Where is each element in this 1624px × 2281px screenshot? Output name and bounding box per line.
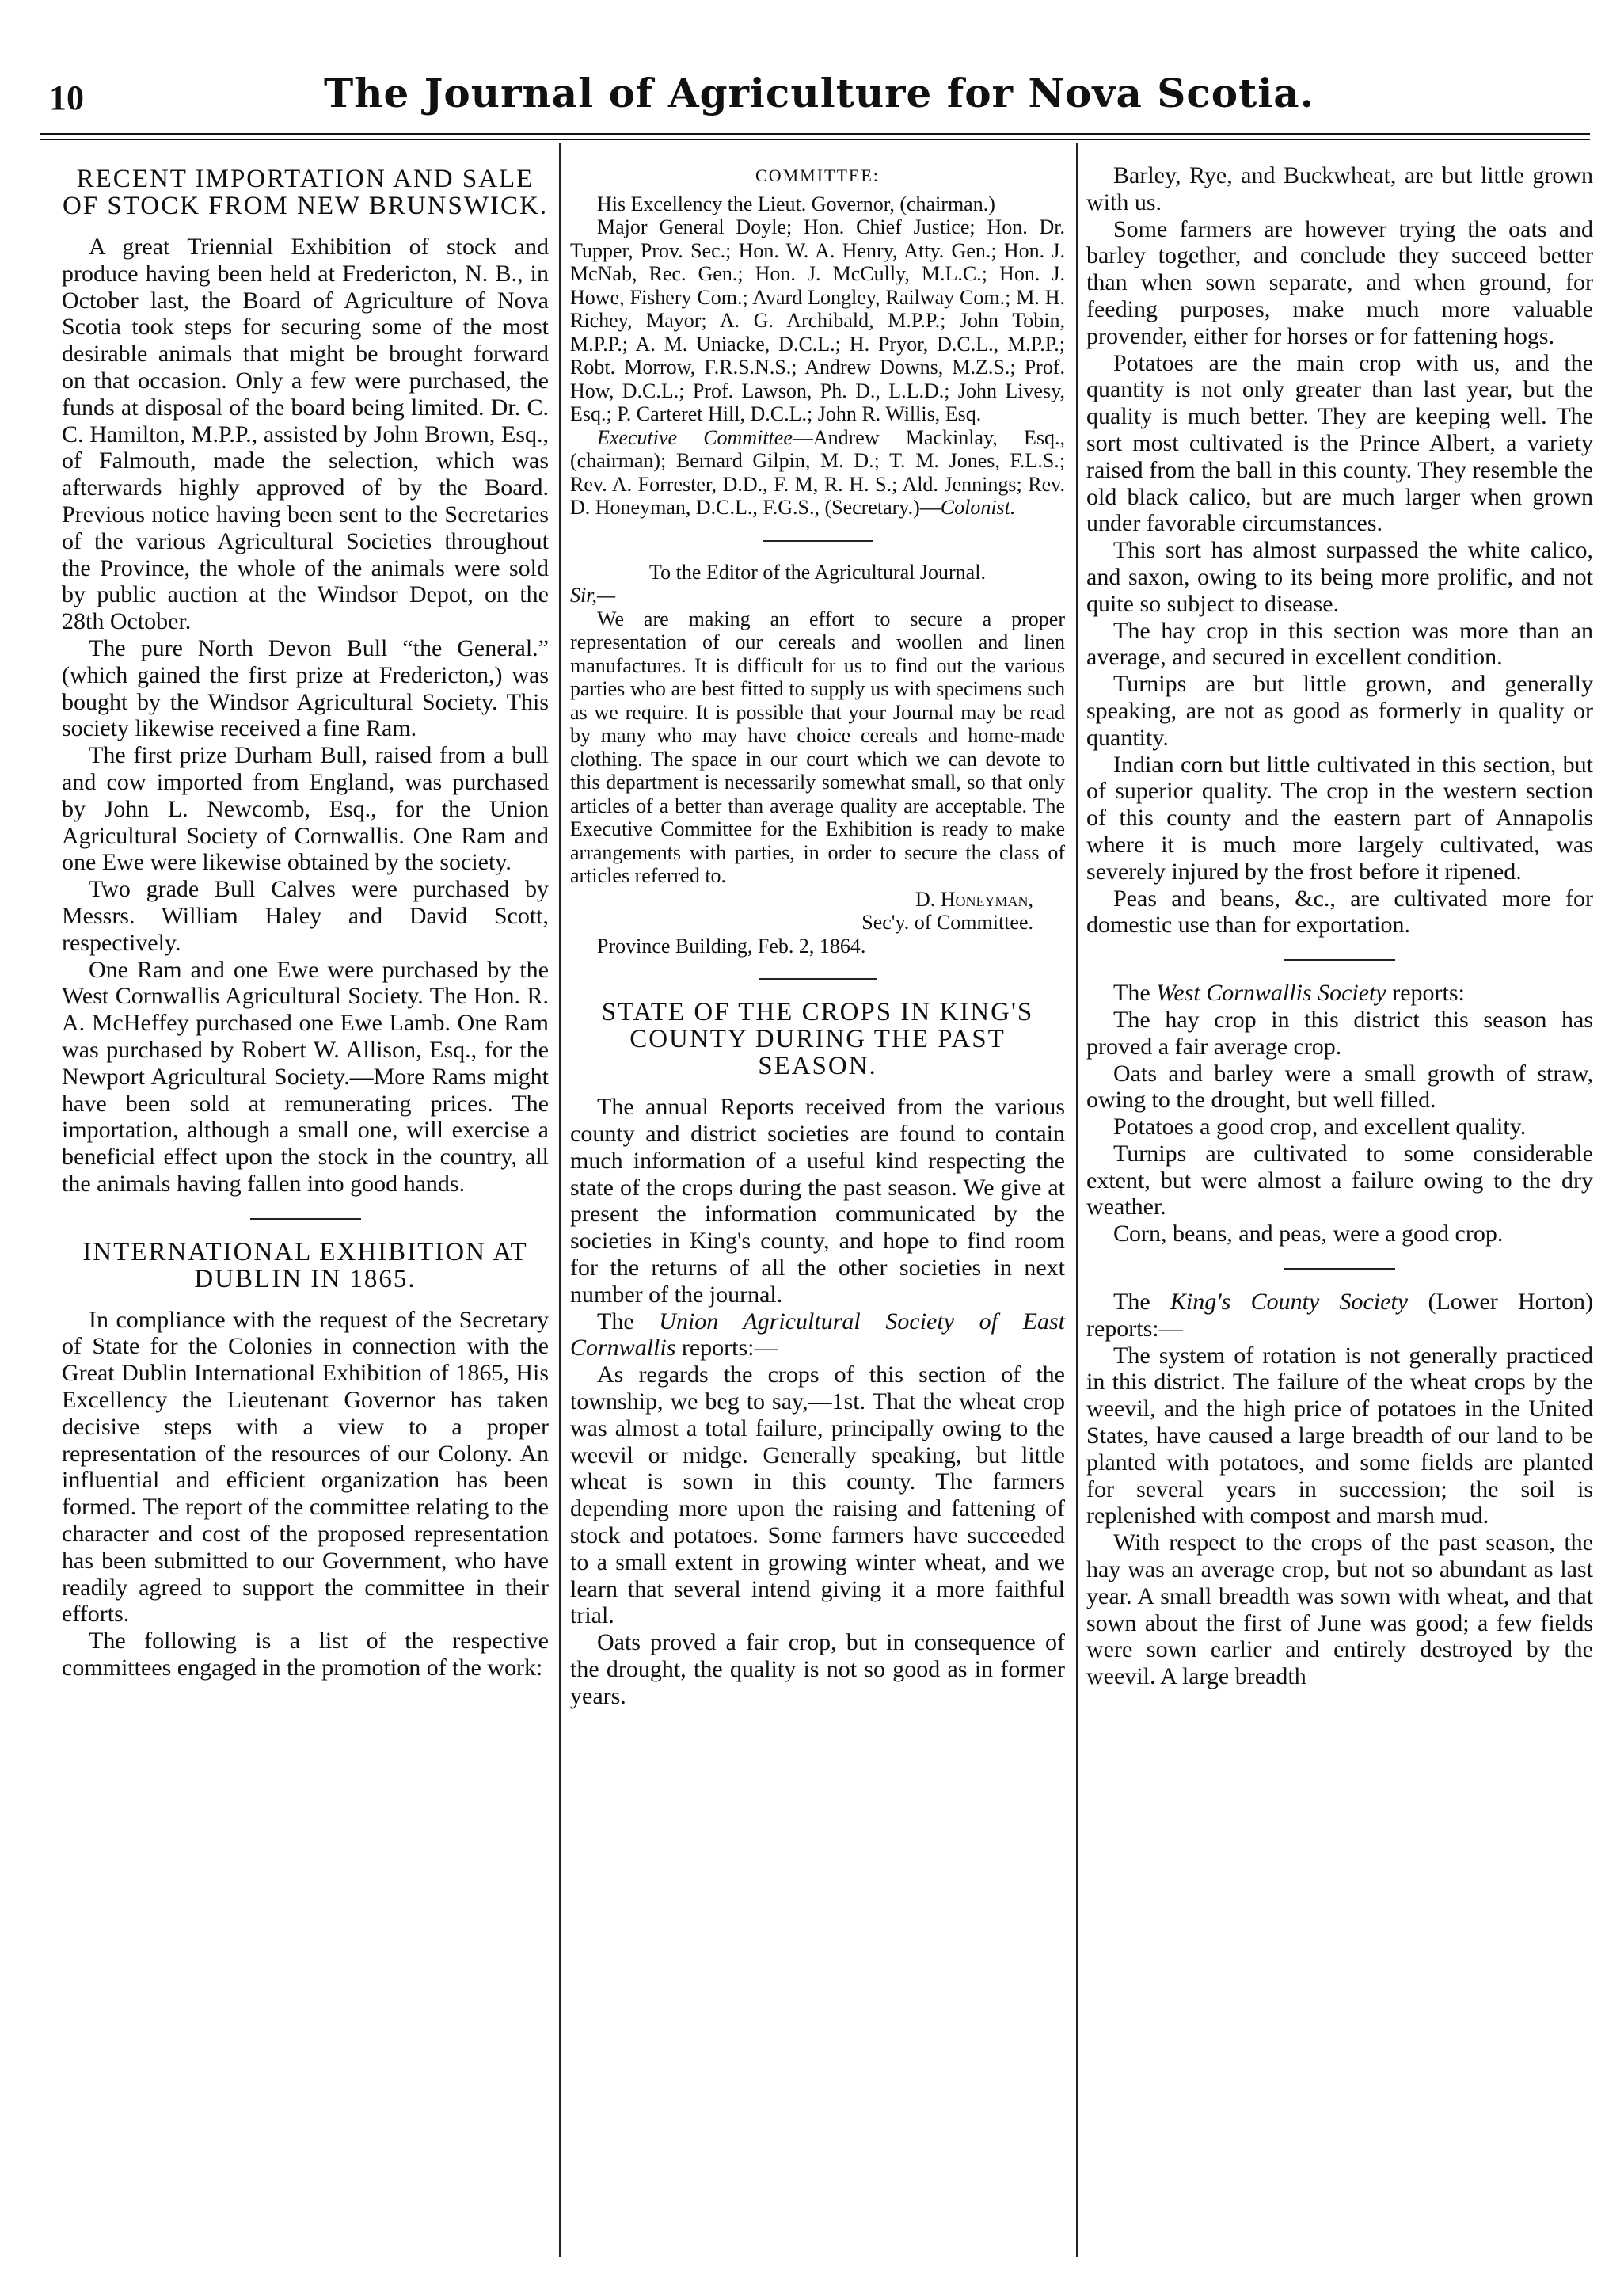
column-3	[1086, 162, 1593, 1690]
paragraph	[570, 1308, 1065, 1362]
paragraph: This sort has almost surpassed the white calico, and saxon, owing to its being more prolific, and not quite so subject to disease.	[1086, 537, 1593, 617]
paragraph: His Excellency the Lieut. Governor, (chairman.)	[597, 192, 995, 215]
signature-name: D. Honeyman,	[915, 887, 1033, 911]
paragraph: The system of rotation is not generally practiced in this district. The failure of the wheat crops by the weevil, and the high price of potatoes in the United States, have caused a large breadth of our land to be planted with potatoes, and some fields are planted for several years in succession; the soil is replenished with compost and marsh mud.	[1086, 1342, 1593, 1529]
executive-committee	[570, 426, 1065, 520]
society-name: West Cornwallis Society	[1156, 980, 1386, 1007]
section-separator	[250, 1218, 361, 1220]
society-name: King's County Society	[1170, 1289, 1409, 1316]
article-title-kings-county-crops: STATE OF THE CROPS IN KING'S COUNTY DURING THE PAST SEASON.	[601, 998, 1034, 1081]
letter-salutation	[570, 584, 1065, 607]
paragraph: Oats and barley were a small growth of straw, owing to the drought, but well filled.	[1086, 1060, 1593, 1114]
text-run: The	[597, 1308, 660, 1335]
text-run: reports:	[1386, 980, 1465, 1007]
paragraph: Corn, beans, and peas, were a good crop.	[1113, 1220, 1504, 1247]
section-separator	[1284, 959, 1395, 961]
paragraph: The hay crop in this section was more than an average, and secured in excellent condition.	[1086, 617, 1593, 671]
signature-place: Province Building, Feb. 2, 1864.	[597, 934, 866, 958]
paragraph: The hay crop in this district this season has proved a fair average crop.	[1086, 1006, 1593, 1060]
column-1	[62, 162, 549, 1681]
paragraph: Potatoes are the main crop with us, and the quantity is not only greater than last year, but the quality is much better. They are keeping well. The sort most cultivated is the Prince Albert, a variety raised from the ball in this county. They resemble the old black calico, but are much larger when grown under favorable circumstances.	[1086, 349, 1593, 537]
column-divider-1	[559, 143, 561, 2257]
paragraph	[1086, 1289, 1593, 1342]
executive-committee-members: —Andrew Mackinlay, Esq., (chairman); Bernard Gilpin, M. D.; T. M. Jones, F.L.S.; Rev. A. Forrester, D.D., F. M, R. H. S.; Ald. Jennings; Rev. D. Honeyman, D.C.L., F.G.S., (Secretary.)—	[570, 425, 1065, 520]
paragraph: The annual Reports received from the various county and district societies are found to contain much information of a useful kind respecting the state of the crops during the past season. We give at present the information communicated by the societies in King's county, and hope to find room for the returns of all the other societies in next number of the journal.	[570, 1094, 1065, 1308]
paragraph: With respect to the crops of the past season, the hay was an average crop, but not so abundant as last year. A small breadth was sown with wheat, and that sown about the first of June was good; a few fields were sown earlier and entirely destroyed by the weevil. A large breadth	[1086, 1529, 1593, 1690]
paragraph: As regards the crops of this section of the township, we beg to say,—1st. That the wheat crop was almost a total failure, principally owing to the weevil or midge. Generally speaking, but little wheat is sown in this county. The farmers depending more upon the raising and fattening of stock and potatoes. Some farmers have succeeded to a small extent in growing winter wheat, and we learn that several intend giving it a more faithful trial.	[570, 1361, 1065, 1629]
section-separator	[763, 540, 873, 542]
page-number: 10	[49, 78, 84, 117]
paragraph: Some farmers are however trying the oats and barley together, and conclude they succeed better than when sown separate, and when ground, for feeding purposes, make much more valuable provender, either for horses or for fattening hogs.	[1086, 215, 1593, 349]
executive-committee-label: Executive Committee	[597, 425, 793, 449]
text-run: (Lower Horton) reports:—	[1086, 1289, 1593, 1342]
committee-members: Major General Doyle; Hon. Chief Justice; Hon. Dr. Tupper, Prov. Sec.; Hon. W. A. Henry, Atty. Gen.; Hon. J. McNab, Rec. Gen.; Hon. J. McCully, M.L.C.; Hon. J. Howe, Fishery Com.; Avard Longley, Railway Com.; M. H. Richey, Mayor; A. G. Archibald, M.P.P.; John Tobin, M.P.P.; A. M. Uniacke, D.C.L.; H. Pryor, D.C.L., M.P.P.; Robt. Morrow, F.R.S.N.S.; Andrew Downs, M.Z.S.; Prof. How, D.C.L.; Prof. Lawson, Ph. D., L.L.D.; John Livesy, Esq.; P. Carteret Hill, D.C.L.; John R. Willis, Esq.	[570, 215, 1065, 426]
paragraph: Two grade Bull Calves were purchased by Messrs. William Haley and David Scott, respectively.	[62, 876, 549, 956]
paragraph: Oats proved a fair crop, but in consequence of the drought, the quality is not so good as in former years.	[570, 1629, 1065, 1709]
paragraph: Turnips are but little grown, and generally speaking, are not as good as formerly in quality or quantity.	[1086, 671, 1593, 751]
text-run: The	[1113, 1289, 1170, 1316]
header-rule	[40, 133, 1590, 140]
paragraph: The following is a list of the respective committees engaged in the promotion of the work:	[62, 1628, 549, 1681]
letter-heading: To the Editor of the Agricultural Journal.	[649, 560, 986, 584]
society-name: Union Agricultural Society of East Cornwallis	[570, 1308, 1065, 1361]
paragraph: Indian corn but little cultivated in this section, but of superior quality. The crop in the western section of this county and the eastern part of Annapolis where it is much more largely cultivated, was severely injured by the frost before it ripened.	[1086, 751, 1593, 885]
column-divider-2	[1076, 143, 1078, 2257]
paragraph: In compliance with the request of the Secretary of State for the Colonies in connection with the Great Dublin International Exhibition of 1865, His Excellency the Lieutenant Governor has taken decisive steps with a view to a proper representation of the resources of our Colony. An influential and efficient organization has been formed. The report of the committee relating to the character and cost of the proposed representation has been submitted to our Government, who have readily agreed to support the committee in their efforts.	[62, 1306, 549, 1628]
paragraph	[1086, 980, 1593, 1007]
text-run: The	[1113, 980, 1157, 1007]
salutation-text: Sir,—	[570, 584, 616, 607]
section-separator	[759, 978, 877, 980]
paragraph: The first prize Durham Bull, raised from a bull and cow imported from England, was purchased by John L. Newcomb, Esq., for the Union Agricultural Society of Cornwallis. One Ram and one Ewe were likewise obtained by the society.	[62, 742, 549, 876]
paragraph: Barley, Rye, and Buckwheat, are but little grown with us.	[1086, 162, 1593, 215]
article-title-stock-importation: RECENT IMPORTATION AND SALE OF STOCK FROM NEW BRUNSWICK.	[62, 165, 549, 220]
paragraph: One Ram and one Ewe were purchased by the West Cornwallis Agricultural Society. The Hon. R. A. McHeffey purchased one Ewe Lamb. One Ram was purchased by Robert W. Allison, Esq., for the Newport Agricultural Society.—More Rams might have been sold at remunerating prices. The importation, although a small one, will exercise a beneficial effect upon the stock in the country, all the animals having fallen into good hands.	[62, 956, 549, 1197]
source-credit: Colonist.	[940, 496, 1016, 520]
section-separator	[1284, 1268, 1395, 1270]
text-run: reports:—	[675, 1335, 778, 1361]
letter-body: We are making an effort to secure a proper representation of our cereals and woollen and linen manufactures. It is difficult for us to find out the various parties who are best fitted to supply us with specimens such as we require. It is possible that your Journal may be read by many who may have choice cereals and home-made clothing. The space in our court which we can devote to this department is necessarily somewhat small, so that only articles of a better than average quality are acceptable. The Executive Committee for the Exhibition is ready to make arrangements with parties, in order to secure the class of articles referred to.	[570, 607, 1065, 888]
journal-title: The Journal of Agriculture for Nova Scotia.	[323, 70, 1315, 116]
paragraph: A great Triennial Exhibition of stock and produce having been held at Fredericton, N. B., in October last, the Board of Agriculture of Nova Scotia took steps for securing some of the most desirable animals that might be brought forward on that occasion. Only a few were purchased, the funds at disposal of the board being limited. Dr. C. C. Hamilton, M.P.P., assisted by John Brown, Esq., of Falmouth, made the selection, which was afterwards highly approved of by the Board. Previous notice having been sent to the Secretaries of the various Agricultural Societies throughout the Province, the whole of the animals were sold by public auction at the Windsor Depot, on the 28th October.	[62, 234, 549, 635]
column-2	[570, 162, 1065, 1710]
paragraph: Turnips are cultivated to some considerable extent, but were almost a failure owing to the dry weather.	[1086, 1140, 1593, 1220]
paragraph: Peas and beans, &c., are cultivated more for domestic use than for exportation.	[1086, 885, 1593, 939]
committee-label: COMMITTEE:	[755, 166, 880, 185]
page-header	[49, 70, 1589, 133]
paragraph: Potatoes a good crop, and excellent quality.	[1113, 1114, 1527, 1140]
article-title-dublin-exhibition: INTERNATIONAL EXHIBITION AT DUBLIN IN 1865.	[82, 1237, 528, 1293]
paragraph: The pure North Devon Bull “the General.” (which gained the first prize at Fredericton,) was bought by the Windsor Agricultural Society. This society likewise received a fine Ram.	[62, 634, 549, 742]
signature-title: Sec'y. of Committee.	[861, 911, 1033, 935]
